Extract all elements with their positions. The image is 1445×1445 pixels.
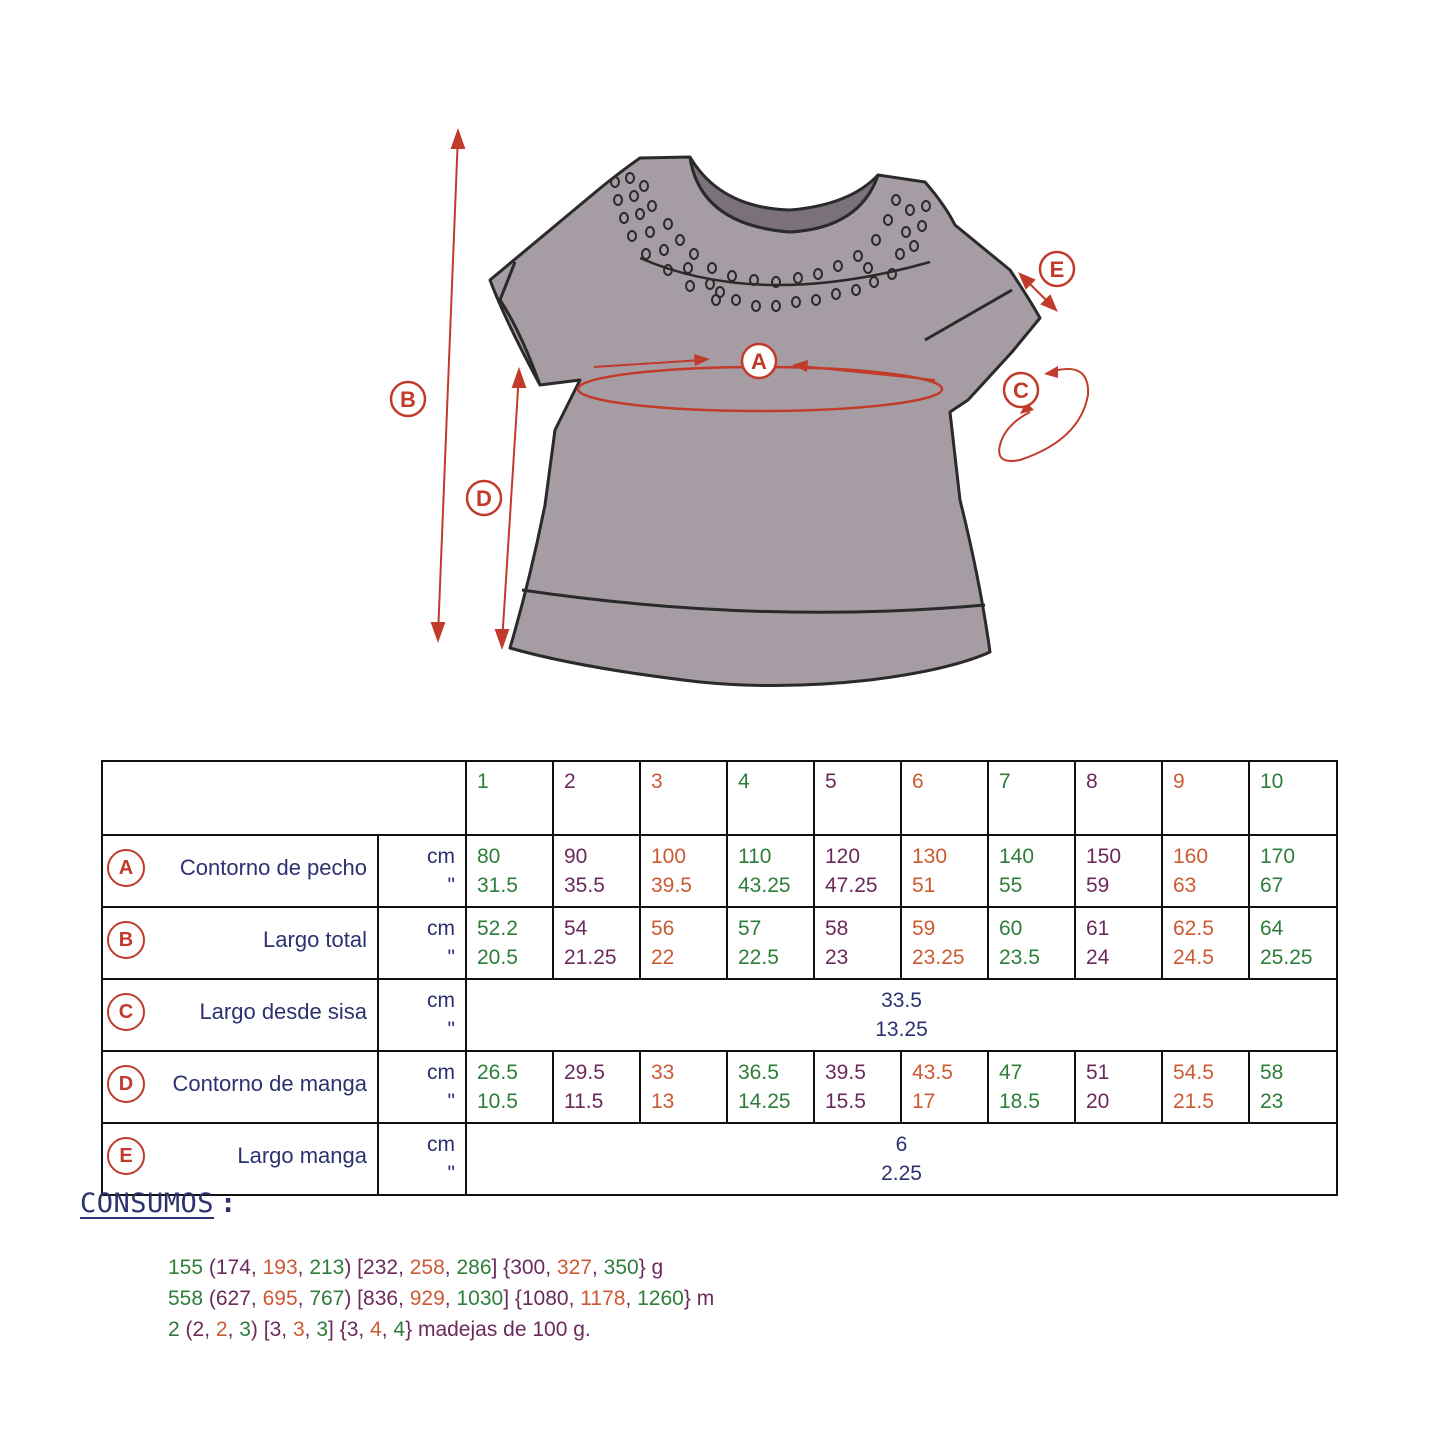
- value-in: 43.25: [738, 874, 791, 897]
- consumo-value: 258: [409, 1256, 445, 1279]
- value-cm: 51: [1086, 1061, 1110, 1084]
- row-letter-badge: E: [107, 1137, 145, 1175]
- callout-a-letter: A: [751, 349, 767, 374]
- unit-cm: cm: [427, 845, 455, 868]
- value-cell: [1162, 835, 1249, 907]
- value-cell: [553, 1051, 640, 1123]
- unit-inch: ": [447, 874, 455, 897]
- consumo-value: 3: [316, 1318, 328, 1341]
- consumo-value: 350: [603, 1256, 639, 1279]
- measurement-row-e: [102, 1123, 1337, 1195]
- size-header: 10: [1249, 761, 1337, 835]
- value-cell: [988, 835, 1075, 907]
- size-table: [101, 760, 1338, 1196]
- size-header: 1: [466, 761, 553, 835]
- unit-cell: [378, 1123, 466, 1195]
- all-sizes-value-cell: [466, 1123, 1337, 1195]
- consumos-title-colon: :: [220, 1188, 237, 1219]
- measurement-row-b: [102, 907, 1337, 979]
- consumo-value: 3: [346, 1318, 359, 1341]
- consumo-value: 213: [309, 1256, 345, 1279]
- size-header: 4: [727, 761, 814, 835]
- consumo-value: 767: [309, 1287, 345, 1310]
- value-in: 2.25: [881, 1162, 922, 1185]
- consumo-value: 3: [269, 1318, 282, 1341]
- value-cell: [814, 835, 901, 907]
- value-cm: 33.5: [881, 989, 922, 1012]
- value-in: 39.5: [651, 874, 692, 897]
- consumo-value: 2: [192, 1318, 205, 1341]
- value-in: 63: [1173, 874, 1197, 897]
- value-cm: 26.5: [477, 1061, 518, 1084]
- row-letter-badge: C: [107, 993, 145, 1031]
- consumo-value: 4: [393, 1318, 406, 1341]
- value-cm: 54: [564, 917, 588, 940]
- value-cm: 54.5: [1173, 1061, 1214, 1084]
- consumo-value: 929: [409, 1287, 445, 1310]
- unit-cm: cm: [427, 989, 455, 1012]
- value-in: 35.5: [564, 874, 605, 897]
- value-in: 18.5: [999, 1090, 1040, 1113]
- value-cm: 64: [1260, 917, 1284, 940]
- measurement-label-cell: [102, 907, 378, 979]
- value-cell: [553, 835, 640, 907]
- value-cell: [1162, 907, 1249, 979]
- consumos-grams-line: 155 (174, 193, 213) [232, 258, 286] {300, 327, 350} g: [168, 1256, 664, 1279]
- value-cell: [988, 907, 1075, 979]
- consumo-value: 627: [215, 1287, 251, 1310]
- value-cell: [901, 907, 988, 979]
- garment-diagram: [0, 0, 1445, 720]
- measurement-label-cell: [102, 1123, 378, 1195]
- callout-c: [1004, 373, 1038, 407]
- value-cm: 140: [999, 845, 1035, 868]
- value-cell: [466, 907, 553, 979]
- value-cm: 160: [1173, 845, 1209, 868]
- value-in: 20: [1086, 1090, 1110, 1113]
- consumos-meters-line: 558 (627, 695, 767) [836, 929, 1030] {1080, 1178, 1260} m: [168, 1287, 715, 1310]
- value-cell: [466, 835, 553, 907]
- measurement-label-cell: [102, 979, 378, 1051]
- callout-d-letter: D: [476, 486, 492, 511]
- unit-cell: [378, 907, 466, 979]
- value-cell: [814, 1051, 901, 1123]
- value-cm: 57: [738, 917, 762, 940]
- unit-inch: ": [447, 1018, 455, 1041]
- unit-cell: [378, 979, 466, 1051]
- value-cell: [727, 1051, 814, 1123]
- consumo-value: 695: [262, 1287, 298, 1310]
- callout-b: [391, 382, 425, 416]
- all-sizes-value-cell: [466, 979, 1337, 1051]
- consumo-value: 3: [292, 1318, 305, 1341]
- value-cell: [1075, 835, 1162, 907]
- arrowhead-icon: [496, 630, 508, 647]
- consumos-title: [80, 1188, 237, 1219]
- value-in: 10.5: [477, 1090, 518, 1113]
- value-in: 21.5: [1173, 1090, 1214, 1113]
- value-cell: [901, 1051, 988, 1123]
- size-header: 5: [814, 761, 901, 835]
- value-cell: [988, 1051, 1075, 1123]
- value-in: 47.25: [825, 874, 878, 897]
- consumo-value: 327: [556, 1256, 592, 1279]
- value-cell: [1075, 907, 1162, 979]
- value-cm: 120: [825, 845, 861, 868]
- size-header: 3: [640, 761, 727, 835]
- value-cell: [1249, 907, 1337, 979]
- consumo-value: 155: [168, 1256, 204, 1279]
- value-in: 55: [999, 874, 1023, 897]
- value-cm: 6: [895, 1133, 908, 1156]
- callout-e: [1040, 252, 1074, 286]
- value-in: 67: [1260, 874, 1284, 897]
- consumo-value: 1178: [580, 1287, 626, 1310]
- value-in: 23: [825, 946, 849, 969]
- consumo-value: 2: [168, 1318, 180, 1341]
- consumo-value: 1030: [456, 1287, 504, 1310]
- value-cm: 56: [651, 917, 675, 940]
- consumo-value: 558: [168, 1287, 204, 1310]
- measurement-label: Contorno de manga: [172, 1071, 367, 1096]
- value-cm: 61: [1086, 917, 1110, 940]
- consumos-title-text: CONSUMOS: [80, 1188, 215, 1219]
- consumo-value: 300: [510, 1256, 546, 1279]
- callout-e-letter: E: [1049, 257, 1065, 282]
- value-in: 23.5: [999, 946, 1040, 969]
- unit-inch: ": [447, 946, 455, 969]
- measure-line-b: [438, 135, 458, 636]
- value-in: 22.5: [738, 946, 779, 969]
- value-in: 22: [651, 946, 675, 969]
- consumos-list: [168, 1252, 714, 1345]
- value-in: 31.5: [477, 874, 518, 897]
- consumo-value: 193: [262, 1256, 298, 1279]
- size-header: 8: [1075, 761, 1162, 835]
- unit-cell: [378, 835, 466, 907]
- unit-inch: ": [447, 1162, 455, 1185]
- value-cm: 80: [477, 845, 501, 868]
- unit-inch: ": [447, 1090, 455, 1113]
- value-in: 17: [912, 1090, 936, 1113]
- value-cell: [640, 907, 727, 979]
- value-in: 11.5: [564, 1090, 604, 1113]
- value-in: 23.25: [912, 946, 965, 969]
- value-cm: 170: [1260, 845, 1296, 868]
- consumo-value: 232: [363, 1256, 399, 1279]
- measurement-label-cell: [102, 835, 378, 907]
- value-cell: [727, 835, 814, 907]
- value-cell: [1249, 1051, 1337, 1123]
- unit-cm: cm: [427, 1061, 455, 1084]
- arrowhead-icon: [513, 370, 525, 387]
- value-cm: 29.5: [564, 1061, 605, 1084]
- size-header: 9: [1162, 761, 1249, 835]
- value-cm: 130: [912, 845, 948, 868]
- value-cm: 43.5: [912, 1061, 953, 1084]
- value-cell: [553, 907, 640, 979]
- row-letter-badge: D: [107, 1065, 145, 1103]
- value-cm: 58: [825, 917, 849, 940]
- value-in: 14.25: [738, 1090, 791, 1113]
- value-cell: [640, 835, 727, 907]
- measurement-label: Contorno de pecho: [179, 855, 367, 880]
- consumo-unit: g: [651, 1256, 664, 1279]
- row-letter-badge: A: [107, 849, 145, 887]
- value-cm: 100: [651, 845, 687, 868]
- consumo-unit: madejas de 100 g.: [417, 1318, 591, 1341]
- measurement-row-c: [102, 979, 1337, 1051]
- value-cm: 62.5: [1173, 917, 1214, 940]
- measurement-row-a: [102, 835, 1337, 907]
- value-cm: 36.5: [738, 1061, 779, 1084]
- value-cm: 39.5: [825, 1061, 866, 1084]
- value-cm: 52.2: [477, 917, 518, 940]
- value-cell: [814, 907, 901, 979]
- consumo-value: 286: [456, 1256, 492, 1279]
- consumo-unit: m: [696, 1287, 715, 1310]
- measure-line-d: [502, 374, 519, 643]
- value-in: 23: [1260, 1090, 1284, 1113]
- measurement-label: Largo manga: [237, 1143, 367, 1168]
- value-in: 13.25: [875, 1018, 928, 1041]
- arrowhead-icon: [452, 131, 464, 148]
- value-in: 24.5: [1173, 946, 1214, 969]
- consumo-value: 2: [215, 1318, 228, 1341]
- size-header: 6: [901, 761, 988, 835]
- unit-cell: [378, 1051, 466, 1123]
- arrowhead-icon: [1044, 366, 1058, 378]
- value-cm: 60: [999, 917, 1023, 940]
- callout-d: [467, 481, 501, 515]
- value-cm: 58: [1260, 1061, 1284, 1084]
- value-in: 21.25: [564, 946, 617, 969]
- callout-a: [742, 344, 776, 378]
- size-header: 2: [553, 761, 640, 835]
- value-cell: [1162, 1051, 1249, 1123]
- consumo-value: 174: [215, 1256, 251, 1279]
- measurement-row-d: [102, 1051, 1337, 1123]
- value-cm: 33: [651, 1061, 675, 1084]
- value-in: 25.25: [1260, 946, 1313, 969]
- value-cm: 90: [564, 845, 588, 868]
- value-in: 51: [912, 874, 936, 897]
- value-cell: [1249, 835, 1337, 907]
- consumo-value: 836: [363, 1287, 399, 1310]
- value-cm: 110: [738, 845, 772, 868]
- value-cell: [466, 1051, 553, 1123]
- callout-b-letter: B: [400, 387, 416, 412]
- value-cell: [727, 907, 814, 979]
- consumo-value: 4: [370, 1318, 382, 1341]
- arrowhead-icon: [432, 623, 444, 640]
- consumo-value: 3: [239, 1318, 251, 1341]
- value-cm: 47: [999, 1061, 1023, 1084]
- measurement-label: Largo desde sisa: [199, 999, 367, 1024]
- size-header: 7: [988, 761, 1075, 835]
- value-in: 13: [651, 1090, 675, 1113]
- measurement-label-cell: [102, 1051, 378, 1123]
- value-cell: [901, 835, 988, 907]
- value-cell: [1075, 1051, 1162, 1123]
- value-in: 59: [1086, 874, 1110, 897]
- consumo-value: 1260: [637, 1287, 684, 1310]
- value-cm: 59: [912, 917, 936, 940]
- callout-c-letter: C: [1013, 378, 1029, 403]
- unit-cm: cm: [427, 1133, 455, 1156]
- row-letter-badge: B: [107, 921, 145, 959]
- value-cell: [640, 1051, 727, 1123]
- consumos-skeins-line: 2 (2, 2, 3) [3, 3, 3] {3, 4, 4} madejas de 100 g.: [168, 1318, 591, 1341]
- value-in: 20.5: [477, 946, 518, 969]
- size-header-row: [102, 761, 1337, 835]
- header-blank-cell: [102, 761, 466, 835]
- value-in: 24: [1086, 946, 1110, 969]
- consumo-value: 1080: [521, 1287, 569, 1310]
- value-cm: 150: [1086, 845, 1122, 868]
- value-in: 15.5: [825, 1090, 866, 1113]
- measurement-label: Largo total: [263, 927, 367, 952]
- unit-cm: cm: [427, 917, 455, 940]
